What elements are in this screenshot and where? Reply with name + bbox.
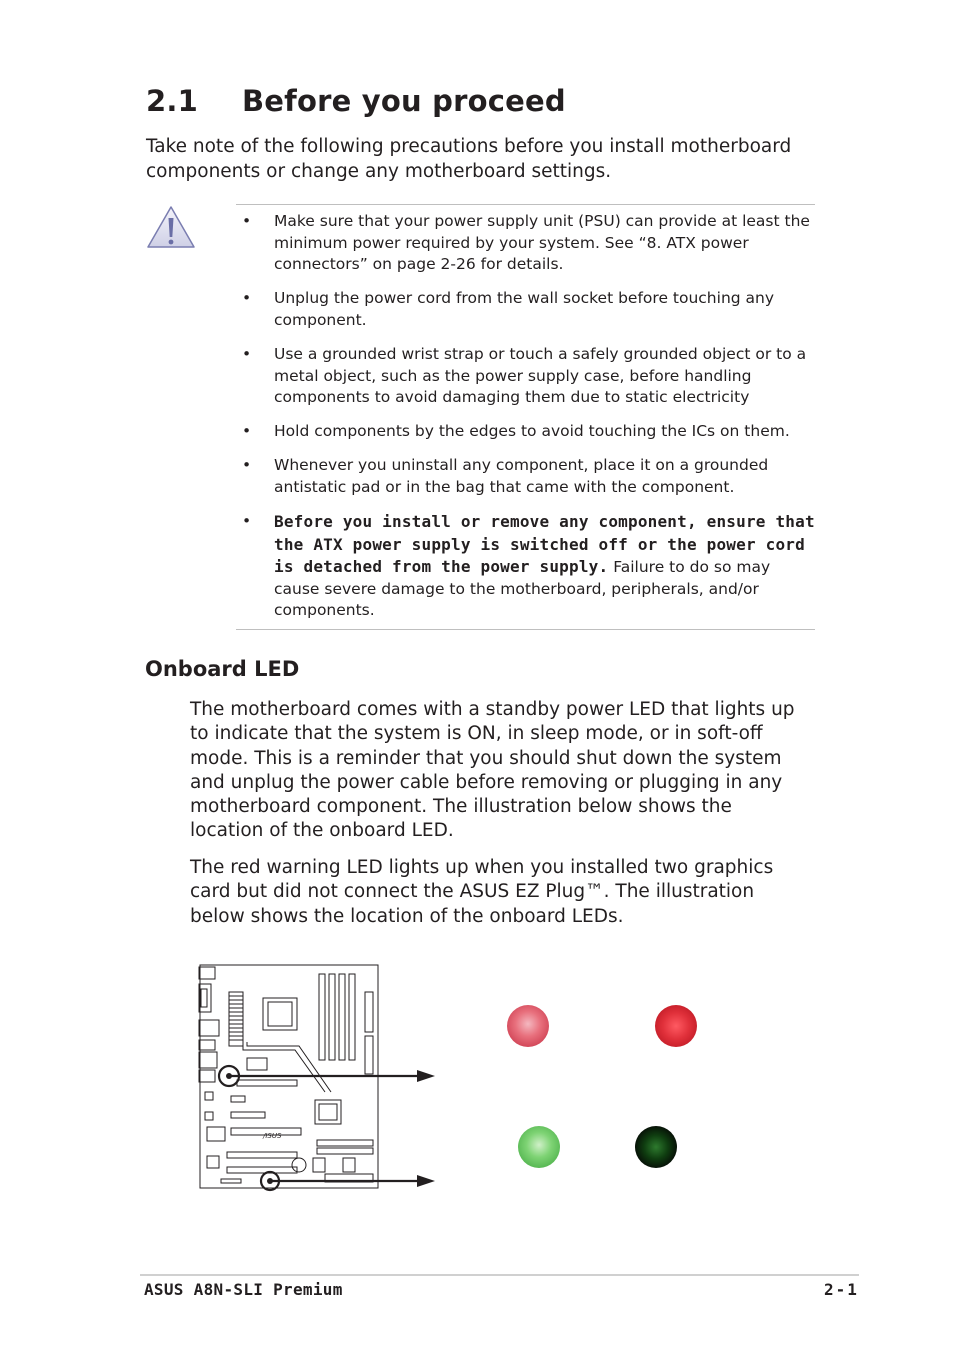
subsection-title: Onboard LED: [145, 657, 300, 681]
green-led-on-icon: [518, 1126, 560, 1168]
warning-rest-text: Failure to do so may cause severe damage to the motherboard, peripherals, and/or components.: [274, 558, 771, 620]
footer-product-name: ASUS A8N-SLI Premium: [144, 1280, 343, 1299]
motherboard-layout-diagram: [185, 962, 445, 1192]
list-item-warning: • Before you install or remove any component, ensure that the ATX power supply is switched off or the power cord is detached from the power supply. Failure to do so may cause severe damage to the motherboard, peripherals, and/or components.: [242, 512, 815, 620]
footer-rule: [140, 1274, 859, 1276]
precautions-list: [236, 211, 816, 635]
list-item: • Make sure that your power supply unit (PSU) can provide at least the minimum power required by your system. See “8. ATX power connectors” on page 2-26 for details.: [242, 212, 810, 274]
section-number: 2.1: [146, 84, 198, 118]
intro-paragraph: Take note of the following precautions before you install motherboard components or change any motherboard settings.: [146, 136, 792, 182]
footer-page-number: 2-1: [824, 1280, 859, 1299]
section-heading: [146, 84, 566, 118]
red-led-dim-icon: [507, 1005, 549, 1047]
list-item: • Use a grounded wrist strap or touch a safely grounded object or to a metal object, such as the power supply case, before handling components to avoid damaging them due to static electricity: [242, 344, 807, 407]
green-led-off-icon: [635, 1126, 677, 1168]
caution-top-rule: [236, 204, 815, 205]
red-led-on-icon: [655, 1005, 697, 1047]
board-logo: /ISUS: [263, 1132, 282, 1140]
led-paragraph-2: The red warning LED lights up when you installed two graphics card but did not connect the ASUS EZ Plug™. The illustration below shows the location of the onboard LEDs.: [190, 857, 774, 927]
list-item: • Unplug the power cord from the wall socket before touching any component.: [242, 289, 775, 329]
list-item: • Whenever you uninstall any component, place it on a grounded antistatic pad or in the bag that came with the component.: [242, 456, 769, 496]
section-title: Before you proceed: [242, 84, 566, 118]
led-paragraph-1: The motherboard comes with a standby power LED that lights up to indicate that the system is ON, in sleep mode, or in soft-off mode. This is a reminder that you should shut down the system and unplug the power cable before removing or plugging in any motherboard component. The illustration below shows the location of the onboard LED.: [190, 699, 795, 842]
list-item: • Hold components by the edges to avoid touching the ICs on them.: [242, 422, 790, 441]
warning-bold-text: Before you install or remove any component, ensure that the ATX power supply is switched off or the power cord is detached from the power supply.: [274, 512, 815, 577]
warning-triangle-icon: [146, 205, 196, 249]
